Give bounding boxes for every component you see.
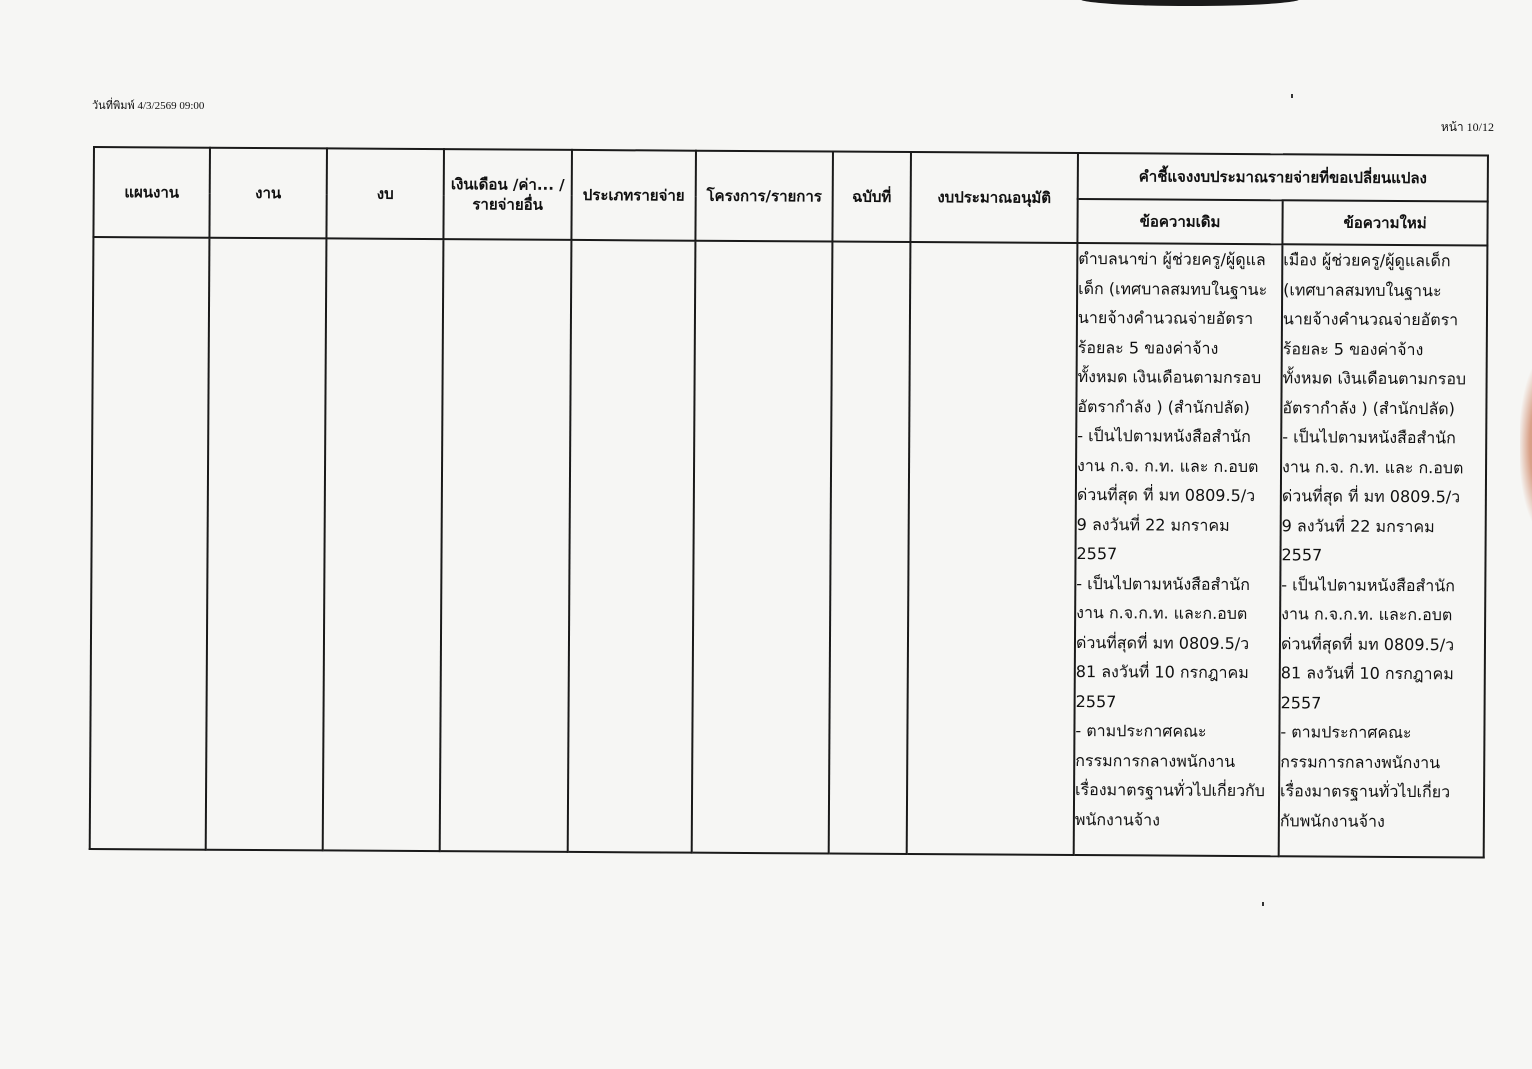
text-line: เรื่องมาตรฐานทั่วไปเกี่ยว xyxy=(1280,781,1451,802)
text-line: 2557 xyxy=(1280,692,1322,713)
new-text-lines xyxy=(1280,245,1487,836)
text-line: 81 ลงวันที่ 10 กรกฎาคม xyxy=(1075,662,1249,683)
budget-change-table xyxy=(89,146,1489,859)
text-line: นายจ้างคำนวณจ่ายอัตรา xyxy=(1282,309,1459,330)
cell-original-text xyxy=(1074,243,1283,856)
header-new-text: ข้อความใหม่ xyxy=(1282,200,1487,245)
cell-salary xyxy=(440,239,572,852)
cell-approved-budget xyxy=(907,242,1078,855)
header-row xyxy=(94,147,1488,202)
scan-shadow-top xyxy=(1080,0,1300,6)
text-line: อัตรากำลัง ) (สำนักปลัด) xyxy=(1077,396,1250,417)
cell-budget xyxy=(323,238,444,851)
text-line: - เป็นไปตามหนังสือสำนัก xyxy=(1077,426,1251,447)
budget-change-table-wrapper xyxy=(88,146,1486,895)
text-line: ด่วนที่สุดที่ มท 0809.5/ว xyxy=(1280,633,1455,654)
text-line: ด่วนที่สุด ที่ มท 0809.5/ว xyxy=(1076,485,1256,506)
text-line: พนักงานจ้าง xyxy=(1074,809,1161,830)
header-explanation: คำชี้แจงงบประมาณรายจ่ายที่ขอเปลี่ยนแปลง xyxy=(1078,153,1488,202)
text-line: 2557 xyxy=(1076,544,1118,564)
text-line: 2557 xyxy=(1075,691,1117,711)
scan-speck xyxy=(1262,902,1264,906)
text-line: ด่วนที่สุดที่ มท 0809.5/ว xyxy=(1075,632,1250,653)
text-line: งาน ก.จ. ก.ท. และ ก.อบต xyxy=(1077,455,1259,476)
cell-expense-type xyxy=(568,240,696,853)
header-salary: เงินเดือน /ค่า... / รายจ่ายอื่น xyxy=(443,149,572,240)
header-work: งาน xyxy=(209,148,327,239)
header-approved-budget: งบประมาณอนุมัติ xyxy=(910,152,1078,243)
text-line: อัตรากำลัง ) (สำนักปลัด) xyxy=(1282,397,1455,418)
text-line: เมือง ผู้ช่วยครู/ผู้ดูแลเด็ก xyxy=(1283,250,1451,271)
header-budget: งบ xyxy=(326,148,444,239)
text-line: ร้อยละ 5 ของค่าจ้าง xyxy=(1077,337,1219,358)
text-line: เรื่องมาตรฐานทั่วไปเกี่ยวกับ xyxy=(1075,780,1265,801)
text-line: - เป็นไปตามหนังสือสำนัก xyxy=(1281,574,1455,595)
header-plan: แผนงาน xyxy=(93,147,210,238)
header-version: ฉบับที่ xyxy=(832,152,911,242)
table-row xyxy=(90,237,1488,858)
print-date: วันที่พิมพ์ 4/3/2569 09:00 xyxy=(92,100,205,112)
text-line: ทั้งหมด เงินเดือนตามกรอบ xyxy=(1282,368,1467,389)
cell-new-text xyxy=(1279,244,1488,857)
scan-shadow-right xyxy=(1520,360,1532,530)
text-line: กับพนักงานจ้าง xyxy=(1279,810,1385,831)
text-line: เด็ก (เทศบาลสมทบในฐานะ xyxy=(1078,278,1268,299)
text-line: ตำบลนาข่า ผู้ช่วยครู/ผู้ดูแล xyxy=(1078,249,1266,270)
scan-speck xyxy=(1291,94,1293,98)
cell-work xyxy=(206,238,327,851)
header-project: โครงการ/รายการ xyxy=(695,151,833,242)
text-line: - เป็นไปตามหนังสือสำนัก xyxy=(1282,427,1456,448)
text-line: 81 ลงวันที่ 10 กรกฎาคม xyxy=(1280,663,1454,684)
header-expense-type: ประเภทรายจ่าย xyxy=(571,150,696,241)
text-line: 9 ลงวันที่ 22 มกราคม xyxy=(1076,514,1230,535)
cell-version xyxy=(829,242,911,854)
text-line: งาน ก.จ.ก.ท. และก.อบต xyxy=(1076,603,1248,624)
text-line: - เป็นไปตามหนังสือสำนัก xyxy=(1076,573,1250,594)
text-line: กรรมการกลางพนักงาน xyxy=(1075,750,1236,771)
original-text-lines xyxy=(1075,244,1282,835)
text-line: กรรมการกลางพนักงาน xyxy=(1280,751,1441,772)
text-line: - ตามประกาศคณะ xyxy=(1280,722,1412,743)
text-line: งาน ก.จ. ก.ท. และ ก.อบต xyxy=(1282,456,1464,477)
header-original-text: ข้อความเดิม xyxy=(1077,199,1282,244)
page-number: หน้า 10/12 xyxy=(1440,120,1494,134)
cell-plan xyxy=(90,237,210,850)
text-line: 2557 xyxy=(1281,545,1323,565)
text-line: ด่วนที่สุด ที่ มท 0809.5/ว xyxy=(1281,486,1461,507)
text-line: งาน ก.จ.ก.ท. และก.อบต xyxy=(1281,604,1453,625)
text-line: - ตามประกาศคณะ xyxy=(1075,721,1207,741)
cell-project xyxy=(692,241,833,854)
text-line: นายจ้างคำนวณจ่ายอัตรา xyxy=(1077,308,1254,329)
text-line: (เทศบาลสมทบในฐานะ xyxy=(1283,279,1442,300)
text-line: ร้อยละ 5 ของค่าจ้าง xyxy=(1282,338,1424,359)
text-line: ทั้งหมด เงินเดือนตามกรอบ xyxy=(1077,367,1262,388)
text-line: 9 ลงวันที่ 22 มกราคม xyxy=(1281,515,1435,536)
